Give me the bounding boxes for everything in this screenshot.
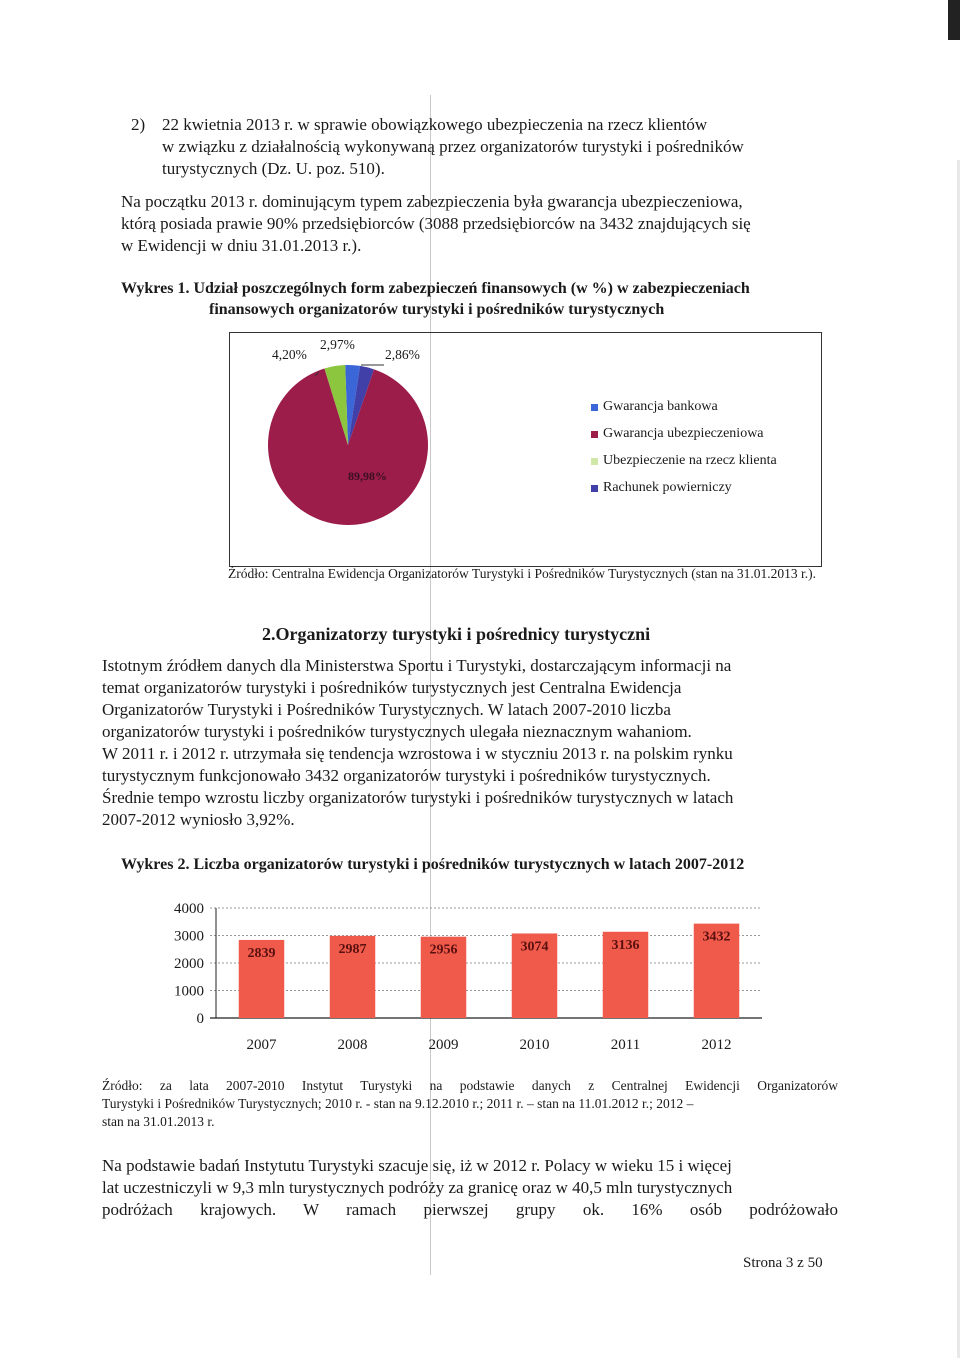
section2-line-3: Organizatorów Turystyki i Pośredników Turystycznych. W latach 2007-2010 liczba <box>102 700 671 719</box>
pie-label-bankowa: 2,97% <box>320 337 355 352</box>
intro-line-3: w Ewidencji w dniu 31.01.2013 r.). <box>121 236 362 255</box>
chart2-source-line-3: stan na 31.01.2013 r. <box>102 1114 215 1129</box>
x-tick-label: 2011 <box>610 1037 641 1053</box>
pie-chart-frame <box>229 332 822 567</box>
x-tick-label: 2009 <box>428 1037 459 1053</box>
legend-item-ubezpieczeniowa <box>591 426 764 442</box>
bar-grid <box>210 908 762 1018</box>
intro-line-2: którą posiada prawie 90% przedsiębiorców (3088 przedsiębiorców na 3432 znajdujących się <box>121 214 751 233</box>
legend-swatch-icon <box>591 431 598 438</box>
y-tick-label: 1000 <box>174 983 204 1000</box>
bar-value-label: 2956 <box>429 942 458 958</box>
section2-line-6: turystycznym funkcjonowało 3432 organizatorów turystyki i pośredników turystycznych. <box>102 766 711 785</box>
section2-line-7: Średnie tempo wzrostu liczby organizatorów turystyki i pośredników turystycznych w latach <box>102 788 734 807</box>
bar-marks <box>239 924 740 1018</box>
closing-line-2: lat uczestniczyli w 9,3 mln turystycznych podróży za granicę oraz w 40,5 mln turystycznych <box>102 1178 733 1197</box>
legend-label: Ubezpieczenie na rzecz klienta <box>603 453 777 468</box>
chart1-caption-line1: Udział poszczególnych form zabezpieczeń finansowych (w %) w zabezpieczeniach <box>193 280 750 297</box>
x-tick-label: 2007 <box>246 1037 277 1053</box>
pie-chart-svg <box>230 333 821 566</box>
bar-value-label: 2839 <box>247 945 276 961</box>
item2-line-2: w związku z działalnością wykonywaną przez organizatorów turystyki i pośredników <box>162 137 744 156</box>
chart2-source-line-1: Źródło: za lata 2007-2010 Instytut Turystyki na podstawie danych z Centralnej Ewidencji Organizatorów <box>102 1078 838 1093</box>
legend-item-bankowa <box>591 399 718 415</box>
chart2-caption-text: Liczba organizatorów turystyki i pośredników turystycznych w latach 2007-2012 <box>193 856 745 873</box>
legend-swatch-icon <box>591 485 598 492</box>
bar-value-label: 3432 <box>702 929 731 945</box>
closing-line-1: Na podstawie badań Instytutu Turystyki szacuje się, iż w 2012 r. Polacy w wieku 15 i więcej <box>102 1156 732 1175</box>
pie-label-powierniczy: 2,86% <box>385 347 420 362</box>
y-tick-label: 3000 <box>174 928 204 945</box>
section-heading: 2.Organizatorzy turystyki i pośrednicy turystyczni <box>262 624 651 644</box>
chart1-caption <box>121 278 841 320</box>
legend-swatch-icon <box>591 404 598 411</box>
x-tick-label: 2008 <box>337 1037 368 1053</box>
section2-line-2: temat organizatorów turystyki i pośredników turystycznych jest Centralna Ewidencja <box>102 678 682 697</box>
chart1-caption-label: Wykres 1. <box>121 280 190 297</box>
chart1-source: Źródło: Centralna Ewidencja Organizatorów Turystyki i Pośredników Turystycznych (stan na 31.01.2013 r.). <box>228 566 817 581</box>
chart2-source-line-2: Turystyki i Pośredników Turystycznych; 2010 r. - stan na 9.12.2010 r.; 2011 r. – stan na 11.01.2012 r.; 2012 – <box>102 1096 694 1111</box>
chart1-caption-line2: finansowych organizatorów turystyki i pośredników turystycznych <box>209 301 665 318</box>
y-tick-label: 0 <box>196 1011 204 1027</box>
chart2-caption <box>121 856 744 874</box>
pie-label-ubezpieczeniowa: 89,98% <box>348 469 387 483</box>
item2-line-1: 22 kwietnia 2013 r. w sprawie obowiązkowego ubezpieczenia na rzecz klientów <box>162 115 708 134</box>
pie-group <box>268 365 428 525</box>
closing-line-3: podróżach krajowych. W ramach pierwszej grupy ok. 16% osób podróżowało <box>102 1200 838 1219</box>
bar-value-label: 3136 <box>611 937 640 953</box>
bar-value-label: 2987 <box>338 941 367 957</box>
legend-label: Gwarancja bankowa <box>603 399 718 414</box>
page-number: Strona 3 z 50 <box>743 1255 823 1271</box>
legend-item-klienta <box>591 453 777 469</box>
y-tick-label: 2000 <box>174 956 204 972</box>
section2-line-8: 2007-2012 wyniosło 3,92%. <box>102 810 295 829</box>
legend-swatch-icon <box>591 458 598 465</box>
y-tick-label: 4000 <box>174 901 204 917</box>
section2-line-1: Istotnym źródłem danych dla Ministerstwa Sportu i Turystyki, dostarczającym informacji na <box>102 656 732 675</box>
item-number: 2) <box>131 115 146 134</box>
x-tick-label: 2010 <box>519 1037 550 1053</box>
chart2-caption-label: Wykres 2. <box>121 856 190 873</box>
bar-chart-svg <box>150 890 790 1080</box>
legend-label: Rachunek powierniczy <box>603 480 732 495</box>
intro-line-1: Na początku 2013 r. dominującym typem zabezpieczenia była gwarancja ubezpieczeniowa, <box>121 192 743 211</box>
x-tick-label: 2012 <box>701 1037 732 1053</box>
legend-label: Gwarancja ubezpieczeniowa <box>603 426 764 441</box>
legend-item-powierniczy <box>591 480 732 496</box>
pie-label-ubezpieczenie: 4,20% <box>272 347 307 362</box>
scan-edge-mark <box>948 0 960 40</box>
item2-line-3: turystycznych (Dz. U. poz. 510). <box>162 159 385 178</box>
section2-line-4: organizatorów turystyki i pośredników turystycznych ulegała nieznacznym wahaniom. <box>102 722 692 741</box>
section2-line-5: W 2011 r. i 2012 r. utrzymała się tendencja wzrostowa i w styczniu 2013 r. na polskim rynku <box>102 744 733 763</box>
bar-value-label: 3074 <box>520 939 549 955</box>
